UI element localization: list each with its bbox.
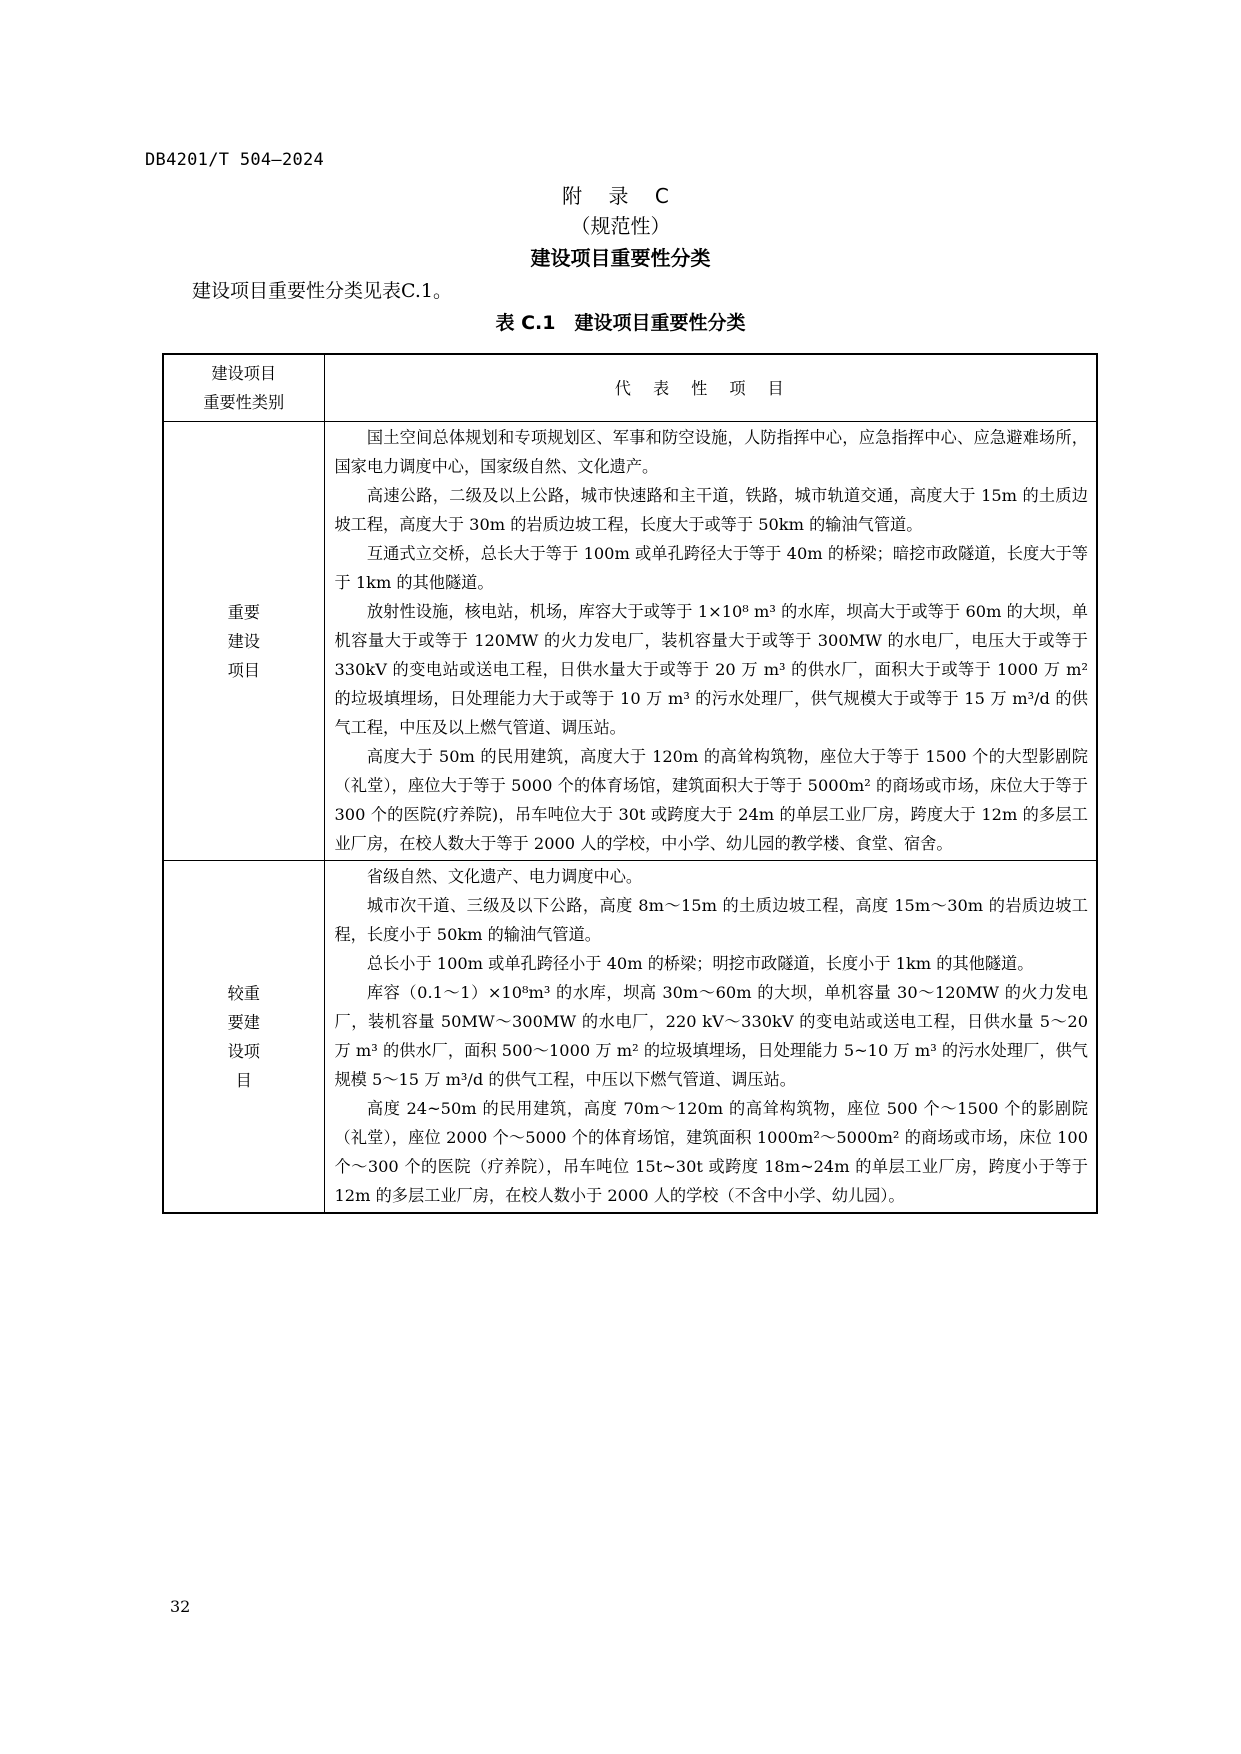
table-header-row: [163, 354, 1097, 422]
table-row: [163, 422, 1097, 861]
category-line: 建设: [227, 631, 260, 651]
item-paragraph: 放射性设施，核电站，机场，库容大于或等于 1×10⁸ m³ 的水库，坝高大于或等于 60m 的大坝，单机容量大于或等于 120MW 的火力发电厂，装机容量大于或等于 300MW 的水电厂，电压大于或等于 330kV 的变电站或送电工程，日供水量大于或等于 20 万 m³ 的供水厂，面积大于或等于 1000 万 m² 的垃圾填埋场，日处理能力大于或等于 10 万 m³ 的污水处理厂，供气规模大于或等于 15 万 m³/d 的供气工程，中压及以上燃气管道、调压站。: [334, 602, 1088, 737]
header-category-line1: 建设项目: [211, 364, 277, 383]
category-line: 要建: [227, 1012, 260, 1032]
table-row: [163, 861, 1097, 1214]
appendix-title: 附 录 C: [562, 184, 679, 208]
page-number: 32: [170, 1597, 191, 1616]
items-important: [324, 422, 1097, 861]
category-line: 较重: [227, 983, 260, 1003]
appendix-type: （规范性）: [570, 214, 671, 238]
category-line: 重要: [227, 602, 260, 622]
category-fairly-important: [163, 861, 324, 1214]
item-paragraph: 库容（0.1～1）×10⁸m³ 的水库，坝高 30m～60m 的大坝，单机容量 30～120MW 的火力发电厂，装机容量 50MW～300MW 的水电厂，220 kV～330kV 的变电站或送电工程，日供水量 5～20 万 m³ 的供水厂，面积 500～1000 万 m² 的垃圾填埋场，日处理能力 5~10 万 m³ 的污水处理厂，供气规模 5～15 万 m³/d 的供气工程，中压以下燃气管道、调压站。: [334, 983, 1088, 1089]
intro-text: 建设项目重要性分类见表C.1。: [192, 280, 452, 302]
header-category: [163, 354, 324, 422]
header-items: 代表性项目: [324, 354, 1097, 422]
category-line: 项目: [227, 660, 260, 680]
items-fairly-important: [324, 861, 1097, 1214]
item-paragraph: 高速公路，二级及以上公路，城市快速路和主干道，铁路，城市轨道交通，高度大于 15m 的土质边坡工程，高度大于 30m 的岩质边坡工程，长度大于或等于 50km 的输油气管道。: [334, 486, 1088, 534]
item-paragraph: 城市次干道、三级及以下公路，高度 8m～15m 的土质边坡工程，高度 15m～30m 的岩质边坡工程，长度小于 50km 的输油气管道。: [334, 896, 1088, 944]
document-code: DB4201/T 504—2024: [145, 150, 325, 170]
category-important: [163, 422, 324, 861]
item-paragraph: 总长小于 100m 或单孔跨径小于 40m 的桥梁；明挖市政隧道，长度小于 1km 的其他隧道。: [366, 954, 1034, 973]
appendix-name: 建设项目重要性分类: [530, 246, 711, 270]
category-line: 目: [235, 1070, 252, 1090]
header-category-line2: 重要性类别: [203, 393, 285, 412]
item-paragraph: 高度 24~50m 的民用建筑，高度 70m～120m 的高耸构筑物，座位 500 个～1500 个的影剧院（礼堂），座位 2000 个～5000 个的体育场馆，建筑面积 1000m²～5000m² 的商场或市场，床位 100 个～300 个的医院（疗养院），吊车吨位 15t~30t 或跨度 18m~24m 的单层工业厂房，跨度小于等于 12m 的多层工业厂房，在校人数小于 2000 人的学校（不含中小学、幼儿园）。: [334, 1099, 1088, 1205]
category-line: 设项: [227, 1041, 260, 1061]
table-caption: 表 C.1 建设项目重要性分类: [495, 312, 746, 334]
item-paragraph: 高度大于 50m 的民用建筑，高度大于 120m 的高耸构筑物，座位大于等于 1500 个的大型影剧院（礼堂），座位大于等于 5000 个的体育场馆，建筑面积大于等于 5000m² 的商场或市场，床位大于等于 300 个的医院(疗养院)，吊车吨位大于 30t 或跨度大于 24m 的单层工业厂房，跨度大于 12m 的多层工业厂房，在校人数大于等于 2000 人的学校，中小学、幼儿园的教学楼、食堂、宿舍。: [334, 747, 1088, 853]
item-paragraph: 省级自然、文化遗产、电力调度中心。: [366, 867, 643, 886]
classification-table: [162, 353, 1098, 1214]
item-paragraph: 互通式立交桥，总长大于等于 100m 或单孔跨径大于等于 40m 的桥梁；暗挖市政隧道，长度大于等于 1km 的其他隧道。: [334, 544, 1088, 592]
item-paragraph: 国土空间总体规划和专项规划区、军事和防空设施，人防指挥中心，应急指挥中心、应急避难场所，国家电力调度中心，国家级自然、文化遗产。: [334, 428, 1088, 476]
